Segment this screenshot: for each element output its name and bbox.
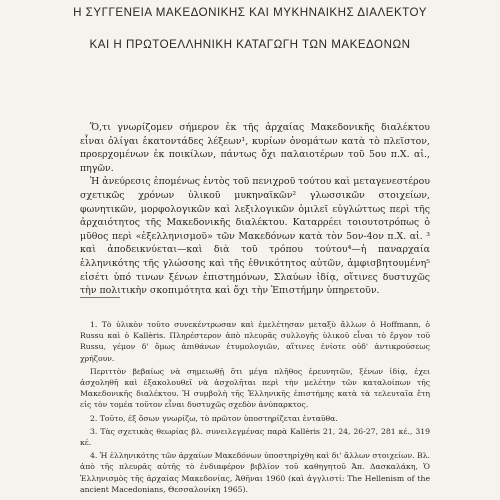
paragraph-1: Ὅ,τι γνωρίζομεν σήμερον ἐκ τῆς ἀρχαίας Μακεδονικῆς διαλέκτου εἶναι ὀλίγαι ἑκατοντάδες λέξεων¹, κυρίων ὀνομάτων κατὰ τὸ πλεῖστον, προερχομένων ἐκ ποικίλων, πάντως ὄχι παλαιοτέρων τοῦ 5ου π.Χ. αἰ., πηγῶν. [80, 122, 430, 174]
footnote-1: 1. Τὸ ὑλικὸν τοῦτο συνεκέντρωσαν καὶ ἐμελέτησαν μεταξὺ ἄλλων ὁ Hoffmann, ὁ Russu καὶ ὁ Kallèris. Πληρέστερον ἀπὸ πλευρᾶς συλλογῆς ὑλικοῦ εἶναι τὸ ἔργον τοῦ Russu, γέμον δ' ὅμως ἀπιθάνων ἐτυμολογιῶν, αἵτινες ἐνίοτε οὐδ' ἀντικρούσεως χρήζουν. [80, 320, 430, 363]
footnotes [80, 319, 430, 495]
article-title-line2: ΚΑΙ Η ΠΡΩΤΟΕΛΛΗΝΙΚΗ ΚΑΤΑΓΩΓΗ ΤΩΝ ΜΑΚΕΔΟΝΩΝ [89, 38, 411, 51]
footnote-4: 4. Ἡ ἑλληνικότης τῶν ἀρχαίων Μακεδόνων ὑποστηρίχθη καὶ δι' ἄλλων στοιχείων. Βλ. ἀπὸ τῆς πλευρᾶς αὐτῆς τὸ ἐνδιαφέρον βιβλίον τοῦ καθηγητοῦ Ἀπ. Δασκαλάκη, Ὁ Ἑλληνισμὸς τῆς ἀρχαίας Μακεδονίας, Ἀθῆναι 1960 (καὶ ἀγγλιστί: The Hellenism of the ancient Macedonians, Θεσσαλονίκη 1965). [80, 451, 430, 494]
article-title-line1: Η ΣΥΓΓΕΝΕΙΑ ΜΑΚΕΔΟΝΙΚΗΣ ΚΑΙ ΜΥΚΗΝΑΙΚΗΣ ΔΙΑΛΕΚΤΟΥ [73, 6, 427, 19]
main-text [80, 121, 430, 298]
footnote-1-continued: Περιττὸν βεβαίως νὰ σημειωθῇ ὅτι μέγα πλῆθος ἐρευνητῶν, ξένων ἰδίᾳ, ἐχει ἀσχοληθῆ καὶ ἐξακολουθεῖ νὰ ἀσχολῆται περὶ τὴν μελέτην τῶν καταλοίπων τῆς Μακεδονικῆς διαλέκτου. Ἡ συμβολὴ τῆς Ἑλληνικῆς ἐπιστήμης κατὰ τὰ τελευταῖα ἔτη εἰς τὸν τομέα τοῦτον εἶναι δυστυχῶς σχεδὸν ἀνύπαρκτος. [80, 366, 430, 410]
paragraph-2: Ἡ ἀνεύρεσις ἑπομένως ἐντὸς τοῦ πενιχροῦ τούτου καὶ μεταγενεστέρου σχετικῶς χρόνων ὑλικοῦ μυκηναϊκῶν² γλωσσικῶν στοιχείων, φωνητικῶν, μορφολογικῶν καὶ λεξιλογικῶν ὁμιλεῖ εὐγλώττως περὶ τῆς ἀρχαιότητος τῆς Μακεδονικῆς διαλέκτου. Καταρρέει τοιουτοτρόπως ὁ μῦθος περὶ «ἐξελληνισμοῦ» τῶν Μακεδόνων κατὰ τὸν 5ον-4ον π.Χ. αἰ. ³ καὶ ἀποδεικνύεται—καὶ διὰ τοῦ τρόπου τούτου⁴—ἡ παναρχαία ἑλληνικότης τῆς γλώσσης καὶ τῆς ἐθνικότητος αὐτῶν, ἀμφισβητουμένη⁵ εἰσέτι ὑπό τινων ξένων ἐπιστημόνων, Σλαύων ἰδίᾳ, οἵτινες δυστυχῶς τὴν πολιτικὴν σκοπιμότητα καὶ ὄχι τὴν Ἐπιστήμην ὑπηρετοῦν. [80, 176, 430, 297]
footnote-rule [80, 297, 120, 298]
footnote-3: 3. Τὰς σχετικὰς θεωρίας βλ. συνειλεγμένας παρὰ Kallèris 21, 24, 26-27, 281 κέ., 319 κέ. [80, 426, 430, 448]
footnote-2: 2. Τοῦτο, ἐξ ὅσων γνωρίζω, τὸ πρῶτον ὑποστηρίζεται ἐνταῦθα. [90, 413, 338, 423]
